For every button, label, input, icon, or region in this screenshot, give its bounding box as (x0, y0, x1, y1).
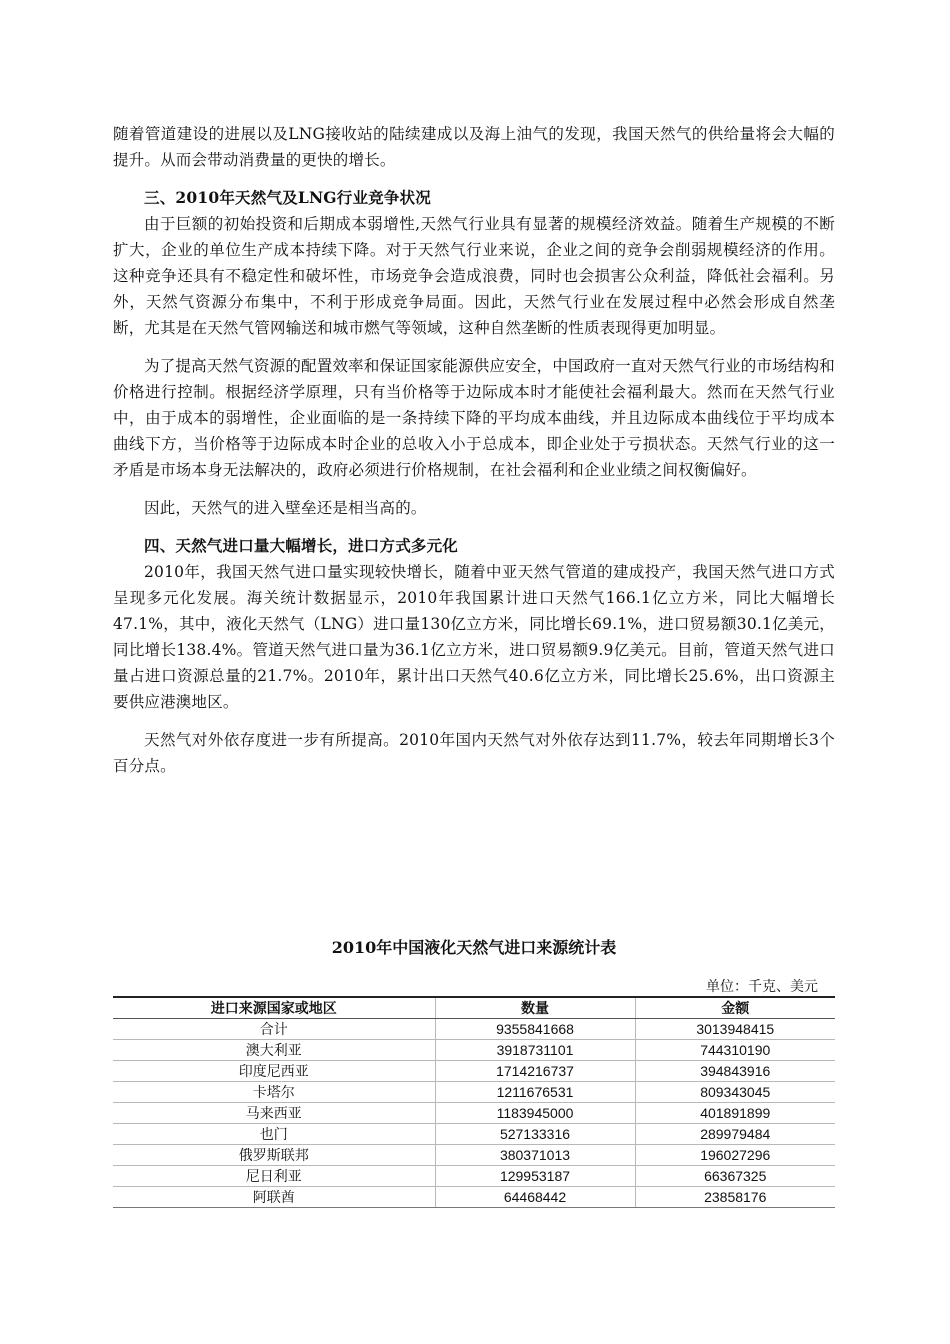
table-row (113, 1166, 835, 1187)
section-3-heading: 三、2010年天然气及LNG行业竞争状况 (144, 188, 431, 207)
cell-quantity: 129953187 (435, 1166, 635, 1187)
cell-country: 阿联酋 (113, 1187, 435, 1208)
cell-amount: 809343045 (635, 1082, 835, 1103)
table-row (113, 1061, 835, 1082)
cell-amount: 66367325 (635, 1166, 835, 1187)
cell-amount: 394843916 (635, 1061, 835, 1082)
cell-amount: 744310190 (635, 1040, 835, 1061)
section-3-paragraph-2: 为了提高天然气资源的配置效率和保证国家能源供应安全，中国政府一直对天然气行业的市场结构和价格进行控制。根据经济学原理，只有当价格等于边际成本时才能使社会福利最大。然而在天然气行业中，由于成本的弱增性，企业面临的是一条持续下降的平均成本曲线，并且边际成本曲线位于平均成本曲线下方，当价格等于边际成本时企业的总收入小于总成本，即企业处于亏损状态。天然气行业的这一矛盾是市场本身无法解决的，政府必须进行价格规制，在社会福利和企业业绩之间权衡偏好。 (113, 357, 835, 479)
header-quantity: 数量 (435, 997, 635, 1019)
section-3-paragraph-3: 因此，天然气的进入壁垒还是相当高的。 (144, 499, 427, 517)
article-body (113, 121, 835, 779)
cell-quantity: 1183945000 (435, 1103, 635, 1124)
cell-amount: 3013948415 (635, 1019, 835, 1040)
cell-country: 印度尼西亚 (113, 1061, 435, 1082)
section-4-heading: 四、天然气进口量大幅增长，进口方式多元化 (144, 536, 459, 555)
cell-country: 澳大利亚 (113, 1040, 435, 1061)
cell-quantity: 527133316 (435, 1124, 635, 1145)
header-amount: 金额 (635, 997, 835, 1019)
cell-amount: 23858176 (635, 1187, 835, 1208)
header-country: 进口来源国家或地区 (113, 997, 435, 1019)
cell-country: 卡塔尔 (113, 1082, 435, 1103)
section-4-paragraph-2: 天然气对外依存度进一步有所提高。2010年国内天然气对外依存达到11.7%，较去年同期增长3个百分点。 (113, 731, 835, 775)
table-row (113, 1019, 835, 1040)
cell-quantity: 1211676531 (435, 1082, 635, 1103)
cell-amount: 401891899 (635, 1103, 835, 1124)
table-header-row (113, 997, 835, 1019)
lng-import-source-table (113, 996, 835, 1208)
section-3-paragraph-1: 由于巨额的初始投资和后期成本弱增性,天然气行业具有显著的规模经济效益。随着生产规模的不断扩大，企业的单位生产成本持续下降。对于天然气行业来说，企业之间的竞争会削弱规模经济的作用。这种竞争还具有不稳定性和破坏性，市场竞争会造成浪费，同时也会损害公众利益，降低社会福利。另外，天然气资源分布集中，不利于形成竞争局面。因此，天然气行业在发展过程中必然会形成自然垄断，尤其是在天然气管网输送和城市燃气等领域，这种自然垄断的性质表现得更加明显。 (113, 215, 835, 337)
cell-amount: 289979484 (635, 1124, 835, 1145)
intro-paragraph: 随着管道建设的进展以及LNG接收站的陆续建成以及海上油气的发现，我国天然气的供给量将会大幅的提升。从而会带动消费量的更快的增长。 (113, 125, 835, 169)
cell-country: 合计 (113, 1019, 435, 1040)
cell-amount: 196027296 (635, 1145, 835, 1166)
table-title: 2010年中国液化天然气进口来源统计表 (331, 938, 617, 957)
table-row (113, 1145, 835, 1166)
cell-country: 也门 (113, 1124, 435, 1145)
cell-quantity: 380371013 (435, 1145, 635, 1166)
cell-quantity: 9355841668 (435, 1019, 635, 1040)
table-row (113, 1040, 835, 1061)
table-row (113, 1187, 835, 1208)
cell-country: 尼日利亚 (113, 1166, 435, 1187)
section-4-paragraph-1: 2010年，我国天然气进口量实现较快增长，随着中亚天然气管道的建成投产，我国天然气进口方式呈现多元化发展。海关统计数据显示，2010年我国累计进口天然气166.1亿立方米，同比大幅增长47.1%，其中，液化天然气（LNG）进口量130亿立方米，同比增长69.1%，进口贸易额30.1亿美元，同比增长138.4%。管道天然气进口量为36.1亿立方米，进口贸易额9.9亿美元。目前，管道天然气进口量占进口资源总量的21.7%。2010年，累计出口天然气40.6亿立方米，同比增长25.6%，出口资源主要供应港澳地区。 (113, 563, 835, 711)
table-unit-note: 单位：千克、美元 (706, 979, 818, 995)
table-row (113, 1082, 835, 1103)
cell-country: 俄罗斯联邦 (113, 1145, 435, 1166)
cell-quantity: 1714216737 (435, 1061, 635, 1082)
cell-quantity: 3918731101 (435, 1040, 635, 1061)
table-row (113, 1103, 835, 1124)
cell-quantity: 64468442 (435, 1187, 635, 1208)
table-row (113, 1124, 835, 1145)
cell-country: 马来西亚 (113, 1103, 435, 1124)
